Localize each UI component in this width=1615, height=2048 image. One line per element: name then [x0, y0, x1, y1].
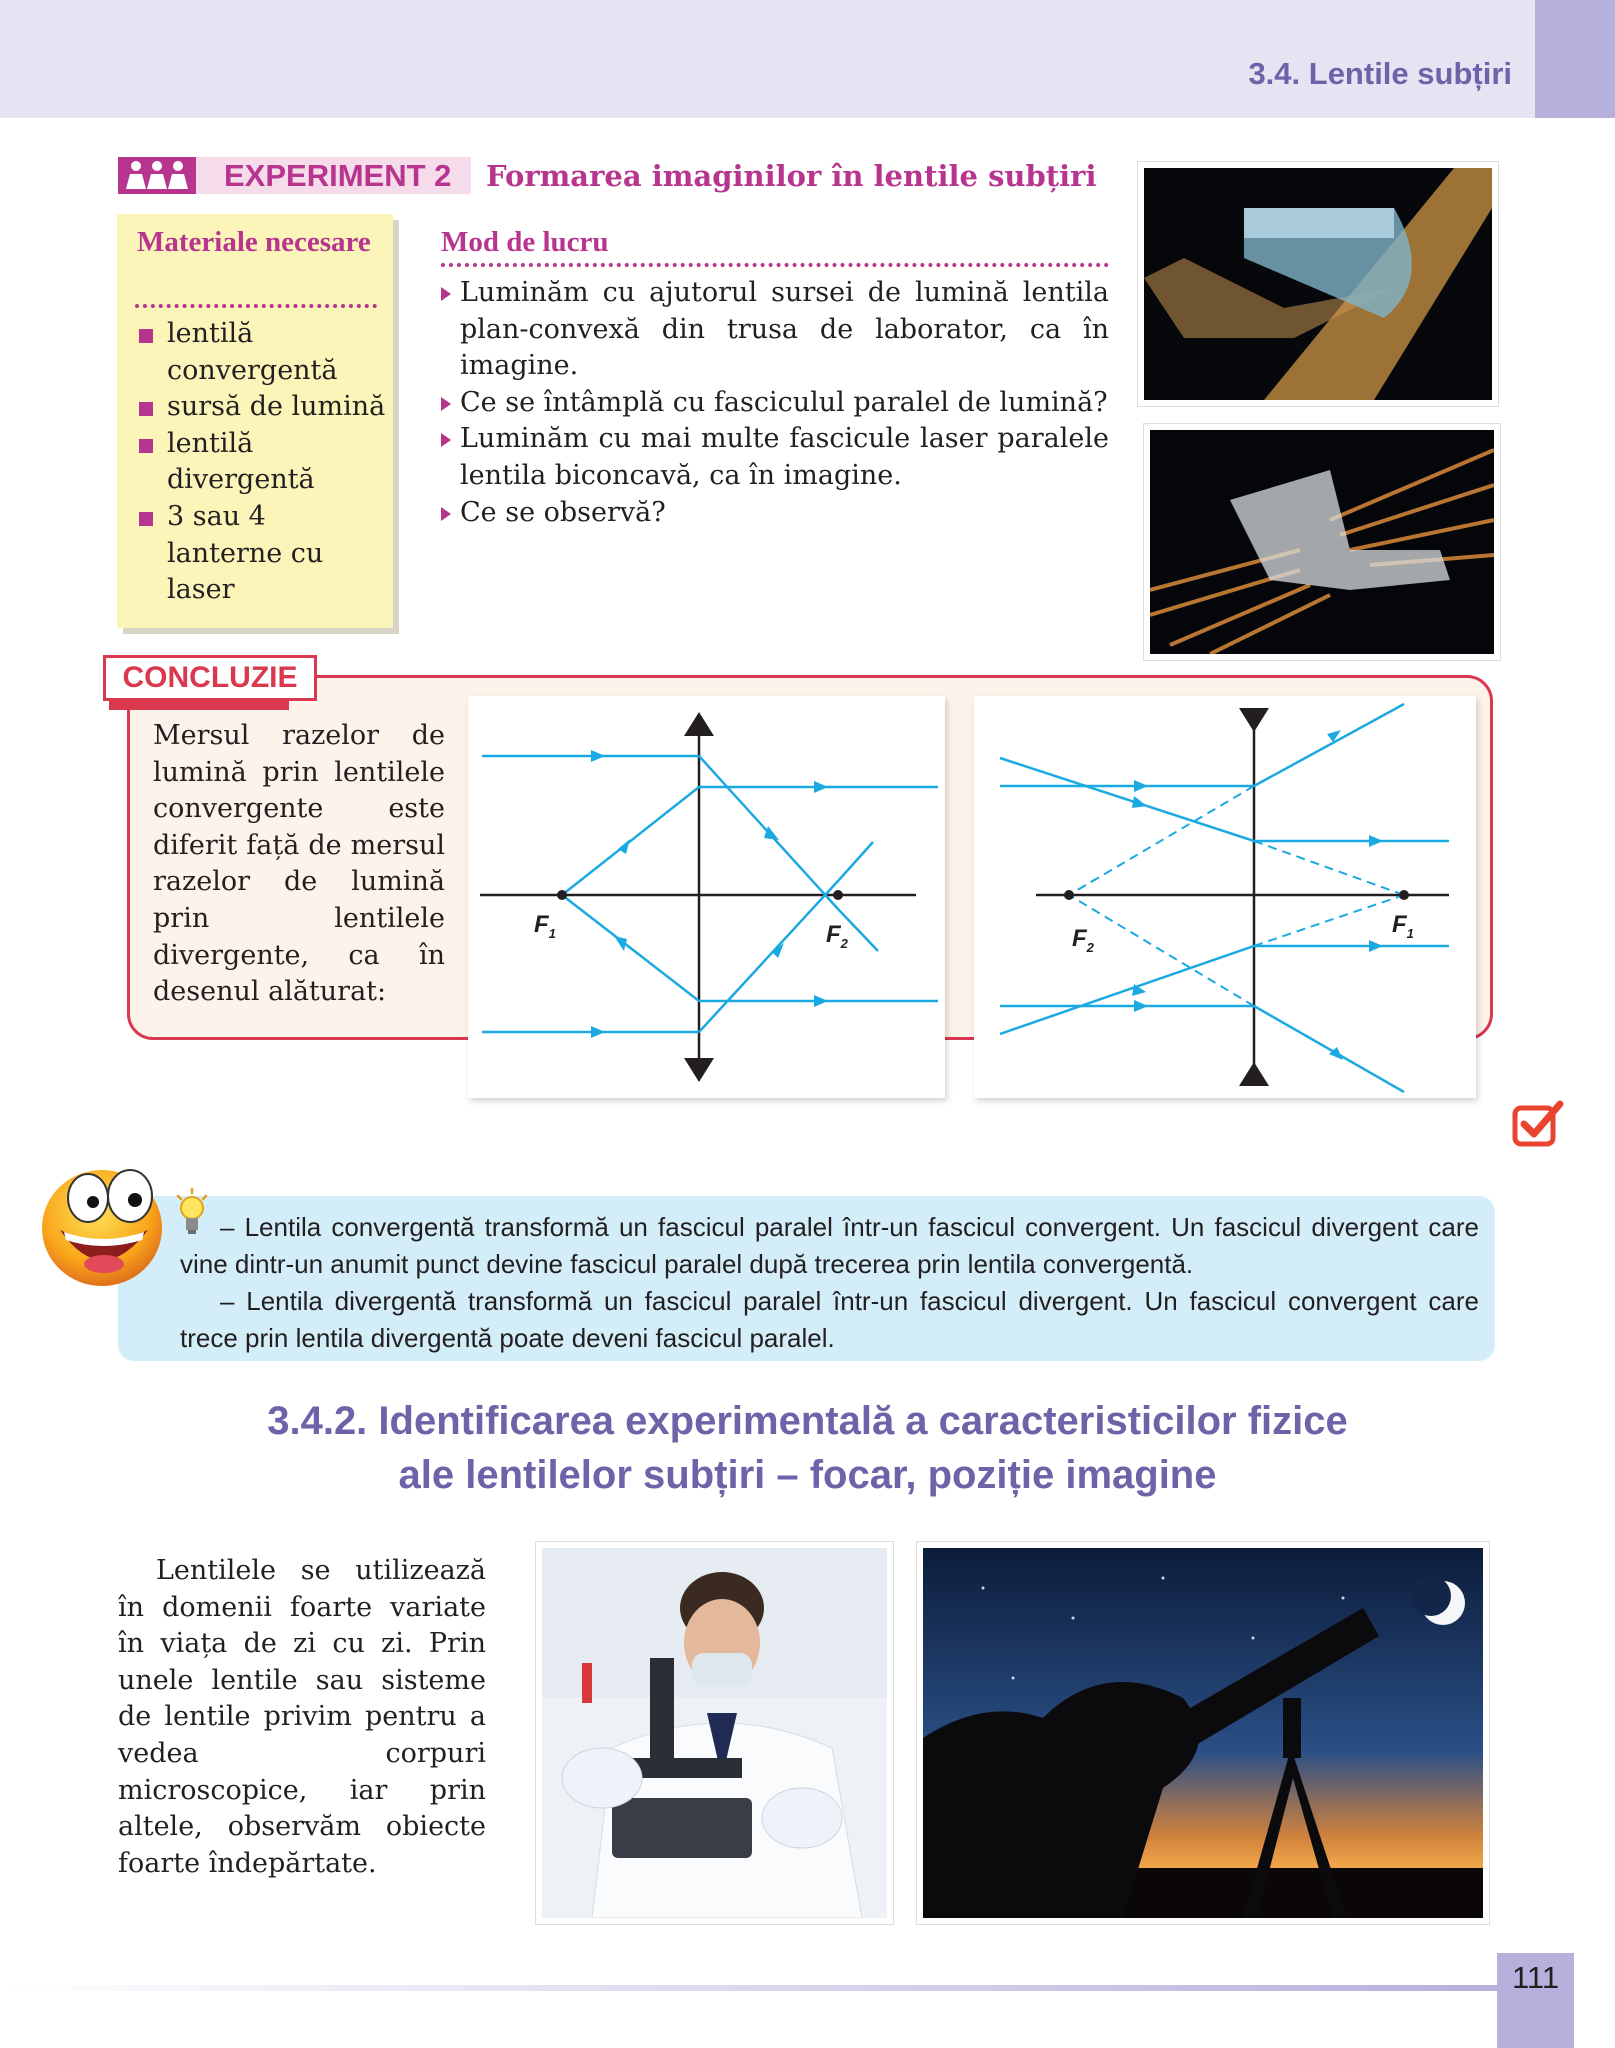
tip-paragraph: – Lentila convergentă transformă un fascicul paralel într-un fascicul convergent. Un fascicul divergent care vine dintr-un anumit punct devine fascicul paralel după trecerea prin lentila convergentă. [180, 1212, 1479, 1279]
focus-label: F [1072, 925, 1087, 952]
materials-note [117, 214, 393, 628]
list-item: Luminăm cu ajutorul sursei de lumină lentila plan-convexă din trusa de laborator, ca în imagine. [441, 275, 1109, 385]
focus-subscript: 2 [1086, 940, 1094, 955]
converging-lens-diagram [468, 696, 945, 1098]
procedure-list [441, 275, 1109, 531]
checkbox-check-icon [1512, 1098, 1566, 1148]
materials-list [139, 316, 389, 609]
focus-subscript: 1 [1406, 926, 1414, 941]
list-item: 3 sau 4 lanterne cu laser [139, 499, 389, 609]
conclusion-label: CONCLUZIE [103, 655, 317, 701]
svg-text:F1 [1392, 911, 1414, 941]
page-number: 111 [1511, 1960, 1560, 1995]
focus-subscript: 2 [840, 936, 848, 951]
running-title: 3.4. Lentile subțiri [1248, 56, 1512, 91]
list-item: lentilă divergentă [139, 426, 389, 499]
footer-line [0, 1985, 1497, 1991]
section-body-text: Lentilele se utilizează în domenii foarte variate în viața de zi cu zi. Prin unele lentile sau sisteme de lentile privim pentru a vedea corpuri microscopice, iar prin altele, observăm obiecte foarte îndepărtate. [118, 1555, 486, 1879]
diverging-lens-diagram [974, 696, 1476, 1098]
experiment-title: Formarea imaginilor în lentile subțiri [486, 159, 1097, 193]
microscope-scientist-photo [536, 1542, 893, 1924]
svg-text:F2 [826, 921, 849, 951]
procedure-title: Mod de lucru [441, 226, 609, 258]
telescope-night-photo [917, 1542, 1489, 1924]
section-title-line: 3.4.2. Identificarea experimentală a caracteristicilor fizice [267, 1399, 1348, 1443]
group-people-icon [118, 157, 196, 194]
header-tab [1535, 0, 1615, 118]
tip-paragraph: – Lentila divergentă transformă un fascicul paralel într-un fascicul divergent. Un fascicul convergent care trece prin lentila divergentă poate deveni fascicul paralel. [180, 1286, 1479, 1353]
conclusion-label-shadow [109, 701, 289, 710]
svg-text:F2 [1072, 925, 1095, 955]
experiment-label: EXPERIMENT 2 [196, 157, 471, 194]
focus-label: F [534, 911, 549, 938]
conclusion-text: Mersul razelor de lumină prin lentilele convergente este diferit față de mersul razelor de lumină prin lentilele divergente, ca în desenul alăturat: [153, 720, 445, 1008]
focus-subscript: 1 [548, 926, 556, 941]
materials-divider [135, 304, 377, 308]
smiley-face-icon [38, 1160, 178, 1290]
svg-text:F1 [534, 911, 556, 941]
section-title-line: ale lentilelor subțiri – focar, poziție imagine [398, 1453, 1217, 1497]
section-title [200, 1394, 1415, 1502]
list-item: lentilă convergentă [139, 316, 389, 389]
list-item: sursă de lumină [139, 389, 389, 426]
focus-label: F [1392, 911, 1407, 938]
focus-label: F [826, 921, 841, 948]
list-item: Luminăm cu mai multe fascicule laser paralele lentila biconcavă, ca în imagine. [441, 421, 1109, 494]
procedure-divider [441, 263, 1109, 267]
plano-convex-lens-photo [1138, 162, 1498, 406]
tip-text [180, 1209, 1479, 1357]
list-item: Ce se observă? [441, 495, 1109, 532]
materials-title: Materiale necesare [137, 226, 371, 258]
biconcave-lens-photo [1144, 424, 1500, 660]
list-item: Ce se întâmplă cu fasciculul paralel de lumină? [441, 385, 1109, 422]
